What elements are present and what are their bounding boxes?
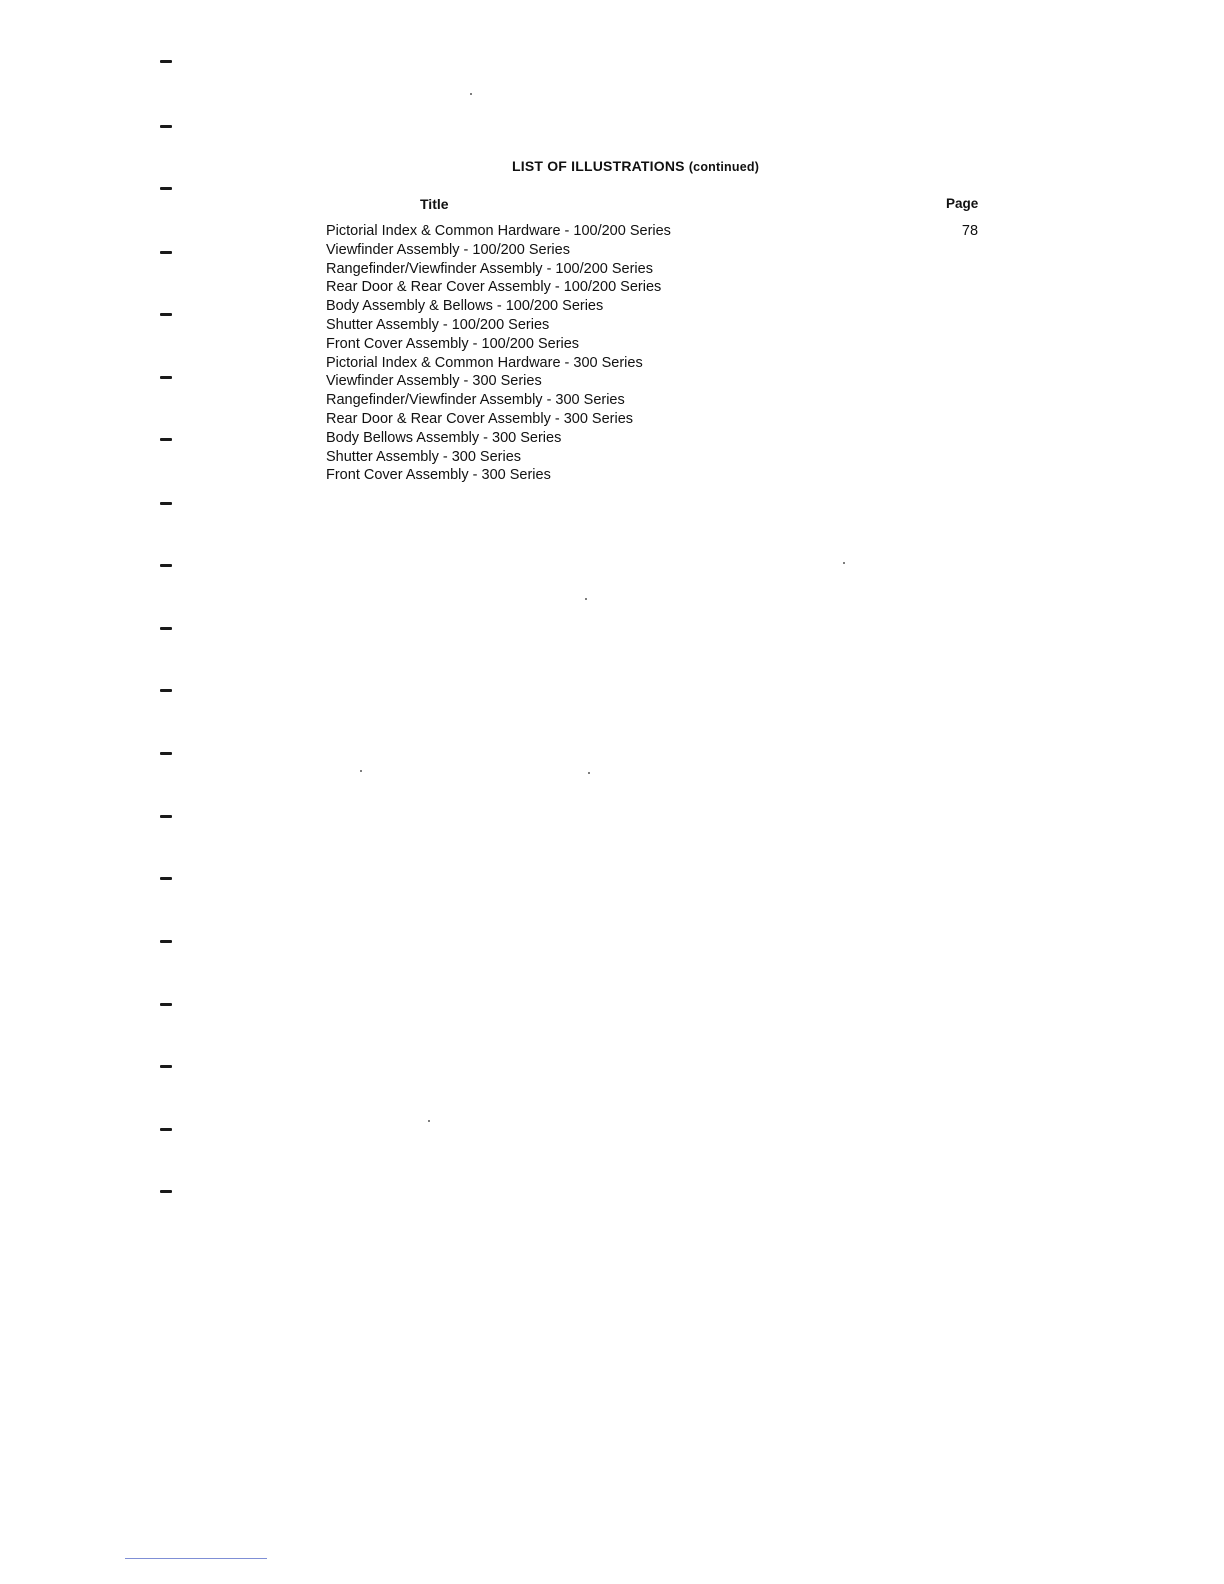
list-item (326, 410, 986, 429)
list-item (326, 260, 986, 279)
scan-speck (428, 1120, 430, 1122)
entry-title: Viewfinder Assembly - 300 Series (326, 373, 542, 390)
entry-title: Rangefinder/Viewfinder Assembly - 100/200 Series (326, 260, 653, 277)
binder-mark (160, 125, 172, 128)
list-item (326, 335, 986, 354)
binder-mark (160, 1128, 172, 1131)
list-item (326, 222, 986, 241)
binder-mark (160, 1003, 172, 1006)
heading-suffix: (continued) (688, 160, 760, 174)
column-header-title: Title (420, 196, 449, 212)
list-item (326, 354, 986, 373)
entry-title: Pictorial Index & Common Hardware - 100/200 Series (326, 223, 671, 239)
list-item (326, 278, 986, 297)
entry-page: 78 (961, 223, 979, 239)
binder-mark (160, 187, 172, 190)
list-item (326, 297, 986, 316)
binder-mark (160, 815, 172, 818)
binder-mark (160, 564, 172, 567)
entry-title: Viewfinder Assembly - 100/200 Series (326, 241, 570, 258)
entry-title: Body Assembly & Bellows - 100/200 Series (326, 298, 604, 315)
entry-title: Rear Door & Rear Cover Assembly - 300 Series (326, 410, 634, 427)
binder-mark (160, 627, 172, 630)
binder-mark (160, 438, 172, 441)
scan-speck (360, 770, 362, 772)
list-item (326, 316, 986, 335)
list-item (326, 448, 986, 467)
entry-title: Body Bellows Assembly - 300 Series (326, 429, 562, 446)
binder-mark (160, 502, 172, 505)
binder-mark (160, 877, 172, 880)
entry-title: Pictorial Index & Common Hardware - 300 Series (326, 354, 643, 371)
list-item (326, 391, 986, 410)
entry-title: Rear Door & Rear Cover Assembly - 100/200 Series (326, 279, 662, 296)
list-item (326, 429, 986, 448)
list-item (326, 241, 986, 260)
column-header-page: Page (946, 196, 979, 211)
scan-speck (470, 93, 472, 95)
entry-title: Shutter Assembly - 100/200 Series (326, 316, 550, 333)
heading-text: LIST OF ILLUSTRATIONS (512, 158, 685, 174)
illustration-list (326, 222, 986, 485)
entry-title: Front Cover Assembly - 300 Series (326, 467, 551, 484)
entry-title: Shutter Assembly - 300 Series (326, 448, 522, 465)
page-heading (512, 158, 759, 174)
scan-speck (843, 562, 845, 564)
list-item (326, 372, 986, 391)
binder-mark (160, 752, 172, 755)
binder-mark (160, 1190, 172, 1193)
binder-mark (160, 313, 172, 316)
footer-rule (125, 1558, 267, 1559)
binder-hole-marks (160, 0, 180, 1584)
binder-mark (160, 376, 172, 379)
entry-title: Rangefinder/Viewfinder Assembly - 300 Series (326, 392, 625, 409)
scan-speck (588, 772, 590, 774)
entry-title: Front Cover Assembly - 100/200 Series (326, 335, 580, 352)
binder-mark (160, 251, 172, 254)
list-item (326, 466, 986, 485)
binder-mark (160, 689, 172, 692)
binder-mark (160, 940, 172, 943)
binder-mark (160, 60, 172, 63)
scan-speck (585, 598, 587, 600)
binder-mark (160, 1065, 172, 1068)
